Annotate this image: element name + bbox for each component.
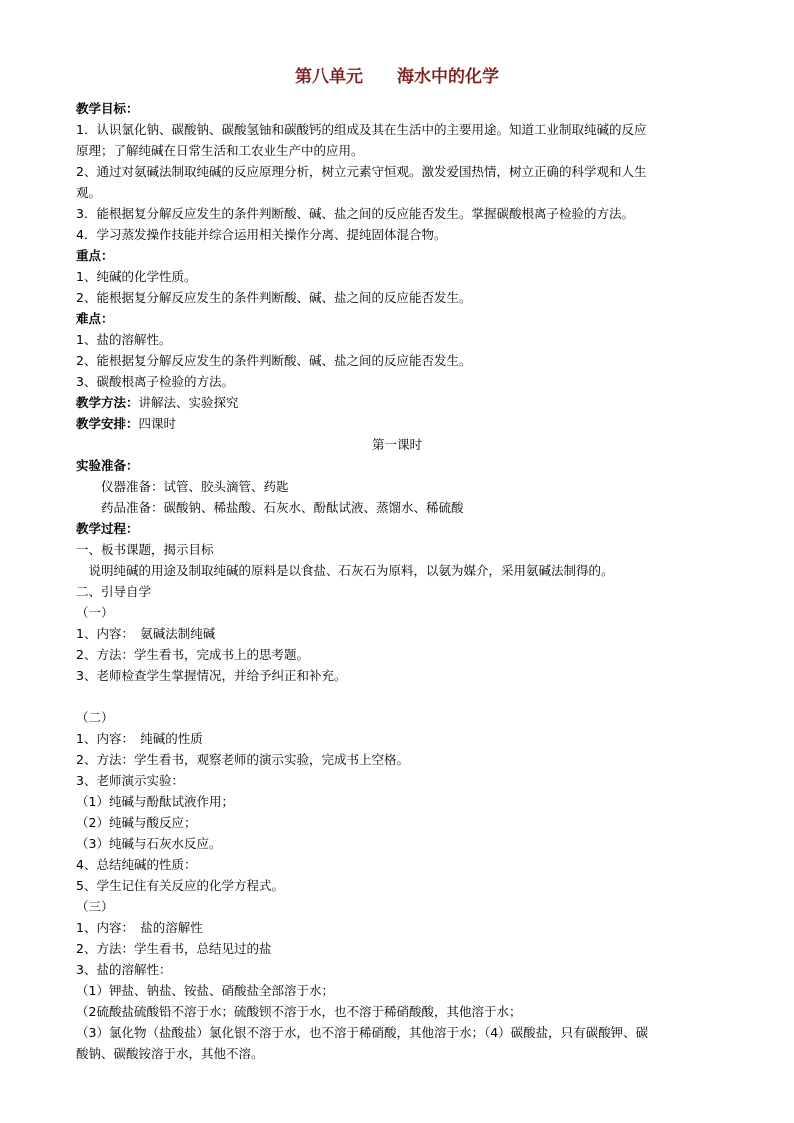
part-2-method: 2、方法：学生看书，观察老师的演示实验，完成书上空格。 xyxy=(76,752,409,767)
goal-2-cont: 观。 xyxy=(76,185,102,200)
instrument-preparation: 仪器准备：试管、胶头滴管、药匙 xyxy=(76,479,289,494)
part-2-heading: （二） xyxy=(76,710,114,725)
part-3-content: 1、内容： 盐的溶解性 xyxy=(76,920,203,935)
goal-1: 1．认识氯化钠、碳酸钠、碳酸氢铀和碳酸钙的组成及其在生活中的主要用途。知道工业制取纯碱的反应 xyxy=(76,122,647,137)
preparation-heading: 实验准备： xyxy=(76,458,139,473)
part-2-demo-2: （2）纯碱与酸反应； xyxy=(76,815,197,830)
goal-2: 2、通过对氨碱法制取纯碱的反应原理分析，树立元素守恒观。激发爱国热情，树立正确的科学观和人生 xyxy=(76,164,647,179)
part-2-demo-1: （1）纯碱与酚酞试液作用； xyxy=(76,794,234,809)
part-3-rule-3: （3）氯化物（盐酸盐）氯化银不溶于水，也不溶于稀硝酸，其他溶于水；（4）碳酸盐，只有碳酸钾、碳 xyxy=(76,1025,649,1040)
part-3-rule-1: （1）钾盐、钠盐、铵盐、硝酸盐全部溶于水； xyxy=(76,983,334,998)
key-point-1: 1、纯碱的化学性质。 xyxy=(76,269,197,284)
lesson-heading: 第一课时 xyxy=(371,437,422,452)
page-title: 第八单元 海水中的化学 xyxy=(295,67,499,87)
part-1-heading: （一） xyxy=(76,605,114,620)
teaching-method-text: 讲解法、实验探究 xyxy=(138,395,239,410)
teaching-arrangement xyxy=(76,414,176,434)
goal-4: 4．学习蒸发操作技能并综合运用相关操作分离、提纯固体混合物。 xyxy=(76,227,447,242)
part-2-demo-3: （3）纯碱与石灰水反应。 xyxy=(76,836,222,851)
part-2-equations: 5、学生记住有关反应的化学方程式。 xyxy=(76,878,284,893)
difficulties-heading: 难点： xyxy=(76,311,114,326)
part-3-rule-2: （2硫酸盐硫酸铅不溶于水；硫酸钡不溶于水，也不溶于稀硝酸酸，其他溶于水； xyxy=(76,1004,522,1019)
part-3-heading: （三） xyxy=(76,899,114,914)
goals-heading: 教学目标： xyxy=(76,101,139,116)
goal-3: 3．能根据复分解反应发生的条件判断酸、碱、盐之间的反应能否发生。掌握碳酸根离子检验的方法。 xyxy=(76,206,634,221)
part-1-check: 3、老师检查学生掌握情况，并给予纠正和补充。 xyxy=(76,668,347,683)
part-2-demo: 3、老师演示实验： xyxy=(76,773,184,788)
difficulty-1: 1、盐的溶解性。 xyxy=(76,332,172,347)
teaching-arrangement-label: 教学安排： xyxy=(76,416,139,431)
part-2-content: 1、内容： 纯碱的性质 xyxy=(76,731,203,746)
part-2-summary: 4、总结纯碱的性质： xyxy=(76,857,197,872)
goal-1-cont: 原理；了解纯碱在日常生活和工农业生产中的应用。 xyxy=(76,143,364,158)
key-point-2: 2、能根据复分解反应发生的条件判断酸、碱、盐之间的反应能否发生。 xyxy=(76,290,472,305)
teaching-method-label: 教学方法： xyxy=(76,395,139,410)
teaching-arrangement-text: 四课时 xyxy=(138,416,177,431)
part-3-rule-3-cont: 酸钠、碳酸铵溶于水，其他不溶。 xyxy=(76,1046,264,1061)
difficulty-3: 3、碳酸根离子检验的方法。 xyxy=(76,374,234,389)
part-1-content: 1、内容： 氨碱法制纯碱 xyxy=(76,626,216,641)
reagent-preparation: 药品准备：碳酸钠、稀盐酸、石灰水、酚酞试液、蒸馏水、稀硫酸 xyxy=(76,500,464,515)
part-3-method: 2、方法：学生看书，总结见过的盐 xyxy=(76,941,272,956)
part-1-method: 2、方法：学生看书，完成书上的思考题。 xyxy=(76,647,309,662)
process-heading: 教学过程： xyxy=(76,521,139,536)
step-1-heading: 一、板书课题，揭示目标 xyxy=(76,542,214,557)
step-1-text: 说明纯碱的用途及制取纯碱的原料是以食盐、石灰石为原料，以氨为媒介，采用氨碱法制得的。 xyxy=(76,563,614,578)
teaching-method xyxy=(76,393,239,413)
key-points-heading: 重点： xyxy=(76,248,114,263)
part-3-solubility: 3、盐的溶解性： xyxy=(76,962,172,977)
step-2-heading: 二、引导自学 xyxy=(76,584,152,599)
difficulty-2: 2、能根据复分解反应发生的条件判断酸、碱、盐之间的反应能否发生。 xyxy=(76,353,472,368)
